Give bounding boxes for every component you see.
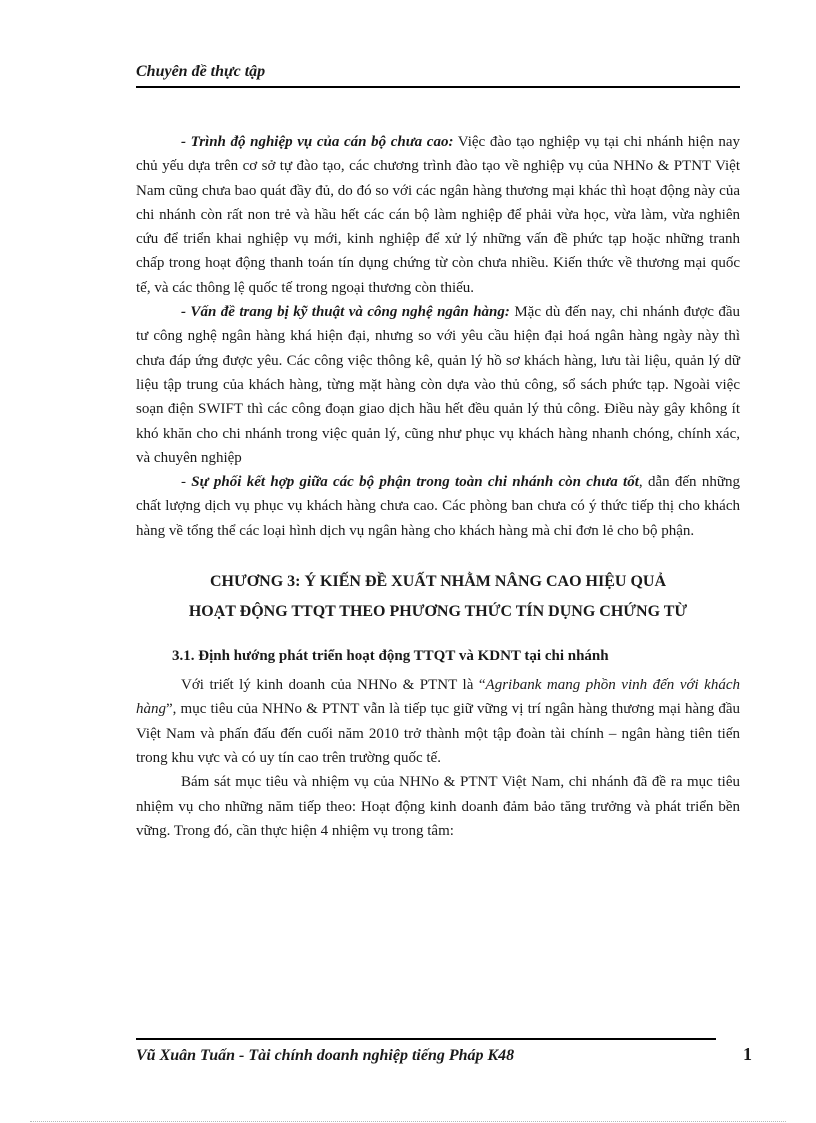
paragraph-text: , dẫn đến những chất lượng dịch vụ phục vụ khách hàng chưa cao. Các phòng ban chưa có ý thức tiếp thị cho khách hàng về tổng thể các loại hình dịch vụ ngân hàng cho khách hàng mà chỉ đơn lẻ cho bộ phận. — [136, 474, 740, 539]
paragraph-technology — [136, 300, 740, 470]
page-boundary-dotted-line — [30, 1121, 786, 1122]
page-footer — [136, 1038, 752, 1065]
page-number: 1 — [743, 1044, 752, 1064]
paragraph-coordination — [136, 470, 740, 543]
paragraph-lead: Sự phối kết hợp giữa các bộ phận trong toàn chi nhánh còn chưa tốt — [191, 474, 639, 491]
paragraph-objectives: Bám sát mục tiêu và nhiệm vụ của NHNo & PTNT Việt Nam, chi nhánh đã đề ra mục tiêu nhiệm vụ cho những năm tiếp theo: Hoạt động kinh doanh đảm bảo tăng trưởng và phát triển bền vững. Trong đó, cần thực hiện 4 nhiệm vụ trong tâm: — [136, 774, 740, 839]
section-heading: 3.1. Định hướng phát triển hoạt động TTQT và KDNT tại chi nhánh — [172, 648, 609, 665]
paragraph-lead: - Trình độ nghiệp vụ của cán bộ chưa cao: — [181, 134, 454, 150]
footer-rule — [136, 1038, 716, 1040]
header-title: Chuyên đề thực tập — [136, 63, 266, 80]
chapter-heading-line-1: CHƯƠNG 3: Ý KIẾN ĐỀ XUẤT NHẰM NÂNG CAO HIỆU QUẢ — [209, 573, 666, 591]
paragraph-text: ”, mục tiêu của NHNo & PTNT vẫn là tiếp tục giữ vững vị trí ngân hàng thương mại hàng đầu Việt Nam và phấn đấu đến cuối năm 2010 trở thành một tập đoàn tài chính – ngân hàng tiên tiến trong khu vực và có uy tín cao trên trường quốc tế. — [136, 701, 740, 766]
paragraph-text: Mặc dù đến nay, chi nhánh được đầu tư công nghệ ngân hàng khá hiện đại, nhưng so với yêu cầu hiện đại hoá ngân hàng ngày này thì chưa đáp ứng được yêu. Các công việc thông kê, quản lý hồ sơ khách hàng, lưu tài liệu, quản lý dữ liệu tập trung của khách hàng, từng mặt hàng còn dựa vào thủ công, sổ sách phức tạp. Ngoài việc soạn điện SWIFT thì các công đoạn giao dịch hầu hết đều quản lý thủ công. Điều này gây không ít khó khăn cho chi nhánh trong việc quản lý, cũng như phục vụ khách hàng nhanh chóng, chính xác, và chuyên nghiệp — [136, 304, 741, 466]
page-header — [136, 60, 740, 88]
footer-author: Vũ Xuân Tuấn - Tài chính doanh nghiệp tiếng Pháp K48 — [136, 1047, 515, 1064]
paragraph-philosophy — [136, 673, 740, 770]
chapter-heading-line-2: HOẠT ĐỘNG TTQT THEO PHƯƠNG THỨC TÍN DỤNG CHỨNG TỪ — [188, 603, 688, 621]
paragraph-staff-skills — [136, 130, 740, 300]
chapter-heading — [136, 567, 740, 627]
document-body — [136, 130, 740, 843]
paragraph-prefix: - — [181, 474, 192, 491]
paragraph-text: Việc đào tạo nghiệp vụ tại chi nhánh hiện nay chủ yếu dựa trên cơ sở tự đào tạo, các chương trình đào tạo về nghiệp vụ của NHNo & PTNT Việt Nam cũng chưa bao quát đầy đủ, do đó so với các ngân hàng thương mại khác thì hoạt động này của chi nhánh còn rất non trẻ và hầu hết các cán bộ làm nghiệp để phải vừa học, vừa làm, vừa nghiên cứu để triển khai nghiệp vụ mới, kinh nghiệp để xử lý những vấn đề phức tạp hoặc những tranh chấp trong hoạt động thanh toán tín dụng chứng từ còn chưa nhiều. Kiến thức về thương mại quốc tế, và các thông lệ quốc tế trong ngoại thương còn thiếu. — [136, 134, 740, 296]
slogan-quote: Agribank mang phồn vinh đến với khách hàng — [136, 677, 740, 718]
paragraph-text: Với triết lý kinh doanh của NHNo & PTNT là “ — [181, 677, 486, 694]
paragraph-lead: - Vấn đề trang bị kỹ thuật và công nghệ ngân hàng: — [181, 304, 510, 321]
header-rule — [136, 86, 740, 88]
